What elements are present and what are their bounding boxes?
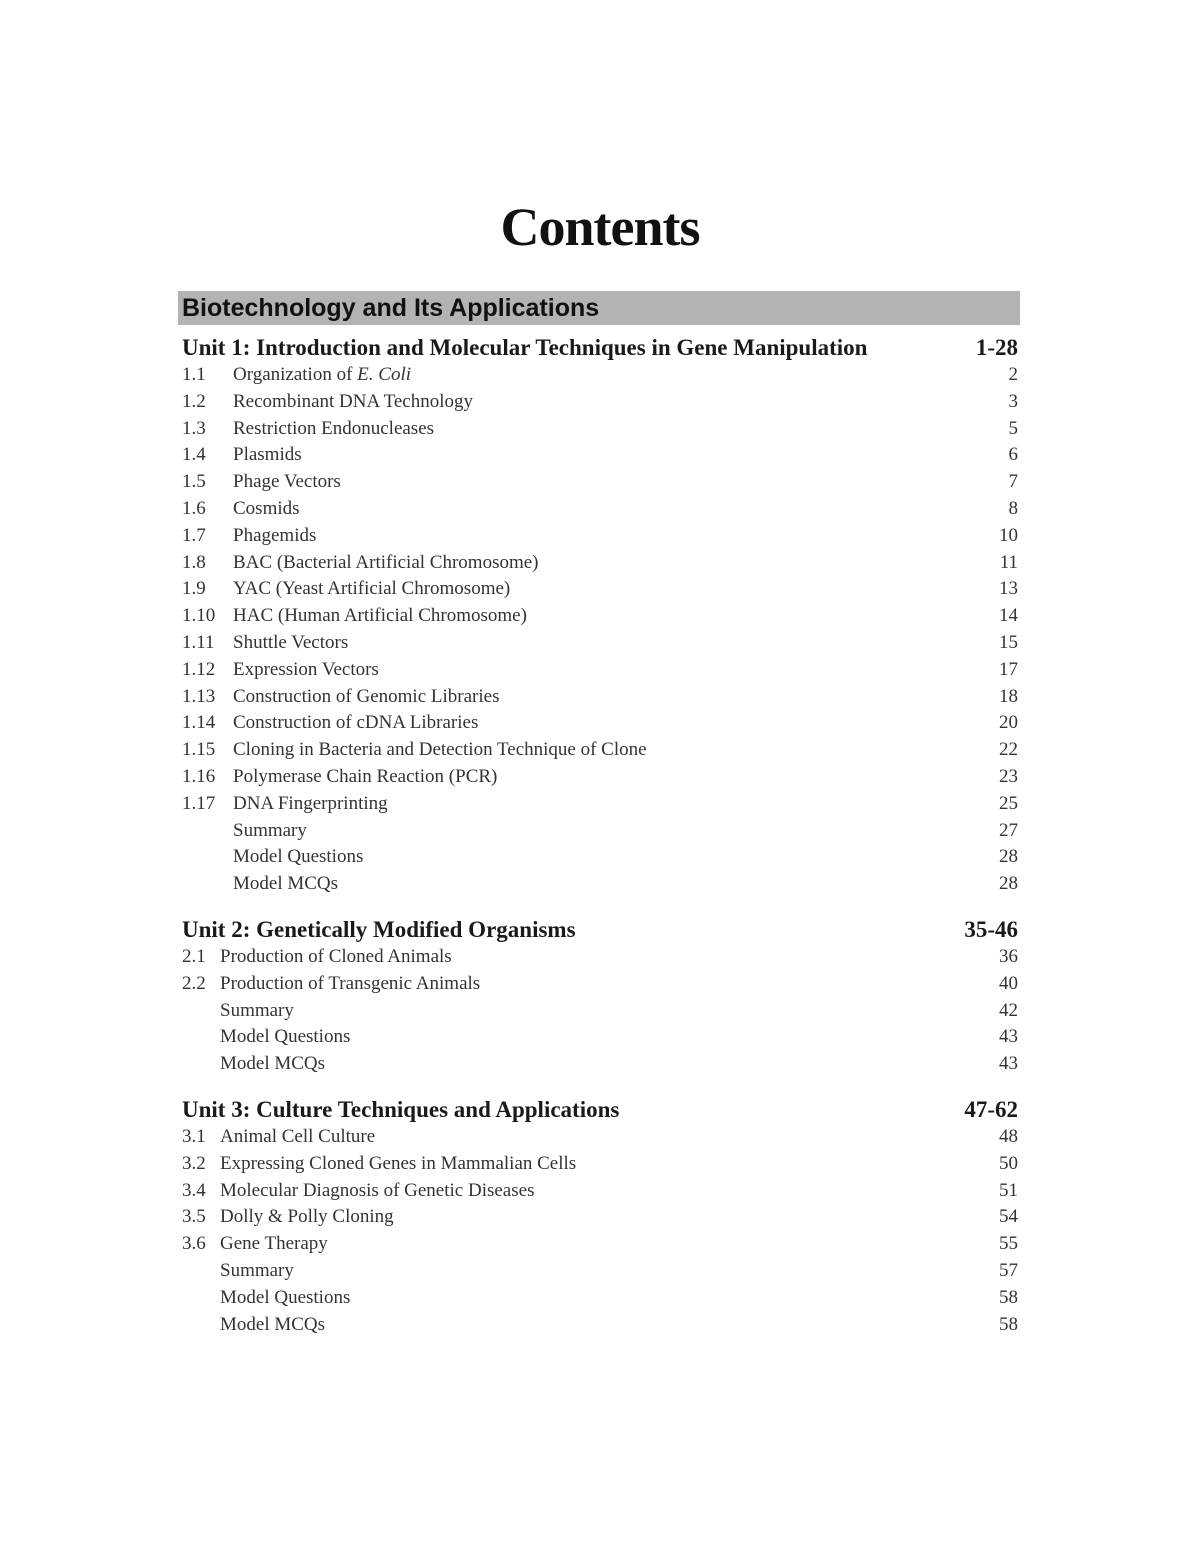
part-banner: Biotechnology and Its Applications [178, 291, 1020, 325]
entry-page: 6 [1008, 444, 1018, 466]
toc-entry [182, 576, 1018, 603]
entry-title-text: Molecular Diagnosis of Genetic Diseases [220, 1179, 535, 1201]
entry-page: 20 [999, 712, 1018, 734]
entry-title-text: Model MCQs [220, 1053, 326, 1075]
entry-title [233, 844, 999, 871]
entry-page: 17 [999, 658, 1018, 680]
toc-entry [182, 684, 1018, 711]
entry-title [233, 389, 1009, 416]
entry-title-text: Expressing Cloned Genes in Mammalian Cells [220, 1152, 577, 1174]
entry-title-text: Expression Vectors [233, 658, 379, 680]
toc-entry [182, 1024, 1018, 1051]
unit-page-range: 47-62 [964, 1097, 1018, 1122]
unit-page-range: 1-28 [975, 335, 1018, 360]
unit-title: Unit 3: Culture Techniques and Applications [182, 1097, 620, 1122]
toc-entry [182, 657, 1018, 684]
entry-number: 1.7 [182, 524, 206, 546]
entry-title-text: Cloning in Bacteria and Detection Technique of Clone [233, 739, 647, 761]
entry-number: 2.1 [182, 946, 206, 967]
toc-entry [182, 469, 1018, 496]
entry-number: 1.2 [182, 390, 206, 412]
entry-title [233, 710, 999, 737]
entry-title [233, 523, 999, 550]
entry-title [233, 871, 999, 898]
entry-page: 8 [1008, 497, 1018, 519]
entry-title-italic: E. Coli [357, 364, 412, 385]
entry-number: 1.6 [182, 497, 206, 519]
entry-title-text: Shuttle Vectors [233, 631, 349, 653]
entry-title [233, 469, 1009, 496]
entry-title-text: Model MCQs [233, 873, 339, 895]
entry-page: 23 [999, 765, 1018, 787]
entry-title-text: Restriction Endonucleases [233, 417, 435, 439]
entry-title-text: Model Questions [220, 1286, 351, 1308]
page-title: Contents [500, 197, 700, 257]
entry-page: 58 [999, 1286, 1018, 1308]
entry-title-text: Model MCQs [220, 1313, 326, 1335]
entry-page: 57 [999, 1259, 1018, 1281]
toc-entry [182, 818, 1018, 845]
entry-page: 43 [999, 1026, 1018, 1048]
unit-title: Unit 2: Genetically Modified Organisms [182, 917, 576, 942]
entry-number: 3.6 [182, 1233, 206, 1255]
toc-entry [182, 737, 1018, 764]
entry-title [233, 442, 1009, 469]
entry-title-text: Animal Cell Culture [220, 1126, 376, 1147]
entry-title [233, 362, 1009, 389]
entry-page: 28 [999, 846, 1018, 868]
unit-heading [182, 1095, 1018, 1124]
entry-title-text: Dolly & Polly Cloning [220, 1206, 394, 1228]
entry-page: 25 [999, 792, 1018, 814]
entry-title-text: Polymerase Chain Reaction (PCR) [233, 765, 498, 787]
entry-title [233, 737, 999, 764]
entry-title [233, 764, 999, 791]
entry-page: 7 [1008, 471, 1018, 493]
entry-page: 55 [999, 1233, 1018, 1255]
entry-title [233, 657, 999, 684]
entry-number: 1.5 [182, 471, 206, 493]
entry-page: 3 [1008, 390, 1018, 412]
entry-title [233, 791, 999, 818]
entry-title [220, 1231, 999, 1258]
entry-title-text: BAC (Bacterial Artificial Chromosome) [233, 551, 539, 573]
toc-entry [182, 971, 1018, 998]
entry-number: 1.13 [182, 685, 216, 707]
toc-entry [182, 1178, 1018, 1205]
toc-entry [182, 1151, 1018, 1178]
entry-page: 10 [999, 524, 1018, 546]
entry-page: 2 [1008, 364, 1018, 385]
entry-title [220, 1258, 999, 1285]
entry-title [233, 416, 1009, 443]
entry-title [220, 1124, 999, 1151]
entry-title-text: DNA Fingerprinting [233, 792, 388, 814]
unit-section [182, 915, 1018, 1078]
entry-page: 5 [1008, 417, 1018, 439]
entry-page: 48 [999, 1126, 1018, 1147]
toc-entry [182, 871, 1018, 898]
unit-page-range: 35-46 [964, 917, 1018, 942]
entry-number: 1.14 [182, 712, 216, 734]
unit-section [182, 333, 1018, 898]
entry-title-text: Summary [220, 999, 294, 1021]
entry-page: 15 [999, 631, 1018, 653]
entry-title-text: Organization of [233, 364, 358, 385]
entry-page: 40 [999, 972, 1018, 994]
entry-number: 3.1 [182, 1126, 206, 1147]
unit-section [182, 1095, 1018, 1338]
entry-title [220, 1312, 999, 1339]
entry-title-text: Production of Cloned Animals [220, 946, 452, 967]
unit-heading [182, 333, 1018, 362]
toc-entry [182, 389, 1018, 416]
toc-entry [182, 442, 1018, 469]
entry-title-text: Production of Transgenic Animals [220, 972, 481, 994]
entry-page: 42 [999, 999, 1018, 1021]
entry-title [220, 944, 999, 971]
entry-page: 50 [999, 1152, 1018, 1174]
entry-title [220, 971, 999, 998]
entry-title [233, 630, 999, 657]
entry-title [233, 550, 1000, 577]
entry-title [220, 1051, 999, 1078]
entry-title [233, 603, 999, 630]
entry-page: 28 [999, 873, 1018, 895]
entry-page: 22 [999, 739, 1018, 761]
entry-title-text: Phage Vectors [233, 471, 341, 493]
toc-entry [182, 416, 1018, 443]
entry-page: 54 [999, 1206, 1018, 1228]
toc-entry [182, 550, 1018, 577]
toc-entry [182, 523, 1018, 550]
entry-title [220, 1204, 999, 1231]
entry-title [220, 998, 999, 1025]
entry-number: 2.2 [182, 972, 206, 994]
toc-entry [182, 1204, 1018, 1231]
entry-number: 3.5 [182, 1206, 206, 1228]
toc-entry [182, 944, 1018, 971]
entry-page: 11 [999, 551, 1018, 573]
entry-title-text: Construction of Genomic Libraries [233, 685, 500, 707]
entry-number: 1.17 [182, 792, 216, 814]
entry-number: 3.2 [182, 1152, 206, 1174]
entry-title [220, 1178, 999, 1205]
entry-title-text: HAC (Human Artificial Chromosome) [233, 605, 527, 627]
entry-title-text: Summary [233, 819, 307, 841]
entry-page: 13 [999, 578, 1018, 600]
toc-entry [182, 1231, 1018, 1258]
entry-title-text: Cosmids [233, 497, 300, 519]
toc-entry [182, 1124, 1018, 1151]
toc-entry [182, 1312, 1018, 1339]
entry-title [233, 684, 999, 711]
entry-page: 36 [999, 946, 1018, 967]
entry-title [233, 496, 1009, 523]
entry-page: 51 [999, 1179, 1018, 1201]
entry-title-text: Summary [220, 1259, 294, 1281]
toc-entry [182, 362, 1018, 389]
entry-number: 1.9 [182, 578, 206, 600]
entry-title-text: Recombinant DNA Technology [233, 390, 474, 412]
toc-entry [182, 764, 1018, 791]
toc-entry [182, 844, 1018, 871]
entry-number: 1.10 [182, 605, 216, 627]
toc-entry [182, 1258, 1018, 1285]
entry-title [220, 1024, 999, 1051]
entry-title-text: YAC (Yeast Artificial Chromosome) [233, 578, 511, 600]
entry-number: 1.8 [182, 551, 206, 573]
entry-page: 14 [999, 605, 1018, 627]
entry-number: 3.4 [182, 1179, 206, 1201]
entry-page: 43 [999, 1053, 1018, 1075]
entry-title [220, 1151, 999, 1178]
entry-title [233, 576, 999, 603]
entry-title-text: Phagemids [233, 524, 317, 546]
entry-title-text: Plasmids [233, 444, 302, 466]
entry-title [233, 818, 999, 845]
entry-title [220, 1285, 999, 1312]
toc-entry [182, 1051, 1018, 1078]
toc-entry [182, 710, 1018, 737]
unit-title: Unit 1: Introduction and Molecular Techniques in Gene Manipulation [182, 335, 868, 360]
toc-entry [182, 791, 1018, 818]
entry-number: 1.16 [182, 765, 216, 787]
entry-number: 1.15 [182, 739, 216, 761]
toc-entry [182, 496, 1018, 523]
entry-number: 1.4 [182, 444, 206, 466]
toc-entry [182, 998, 1018, 1025]
entry-number: 1.12 [182, 658, 216, 680]
entry-number: 1.3 [182, 417, 206, 439]
toc-entry [182, 630, 1018, 657]
toc-entry [182, 1285, 1018, 1312]
entry-title-text: Construction of cDNA Libraries [233, 712, 479, 734]
entry-title-text: Model Questions [220, 1026, 351, 1048]
entry-number: 1.11 [182, 631, 215, 653]
entry-title-text: Gene Therapy [220, 1233, 328, 1255]
toc-entry [182, 603, 1018, 630]
entry-title-text: Model Questions [233, 846, 364, 868]
unit-heading [182, 915, 1018, 944]
entry-number: 1.1 [182, 364, 206, 385]
entry-page: 27 [999, 819, 1018, 841]
entry-page: 18 [999, 685, 1018, 707]
entry-page: 58 [999, 1313, 1018, 1335]
